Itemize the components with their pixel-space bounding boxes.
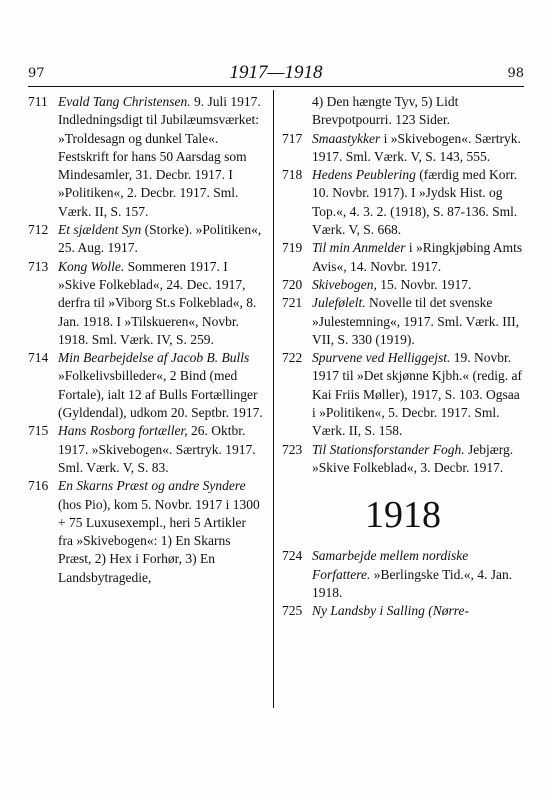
entry-text: Sommeren 1917. I »Skive Folkeblad«, 24. Dec. 1917, derfra til »Viborg St.s Folkeblad«, 8. Jan. 1918. I »Tilskueren«, Novbr. 1918. Sml. Værk. IV, S. 259. xyxy=(58,258,257,347)
entry-title: Spurvene ved Helliggejst. xyxy=(312,350,451,366)
right-column xyxy=(282,93,524,620)
entry-title: Hedens Peublering xyxy=(312,167,416,183)
bibliography-entry xyxy=(28,477,264,587)
entry-text: (Storke). »Politiken«, 25. Aug. 1917. xyxy=(58,222,262,256)
entry-number: 723 xyxy=(282,441,303,457)
bibliography-entry xyxy=(282,294,524,349)
entry-title: Ny Landsby i Salling (Nørre- xyxy=(312,603,469,619)
bibliography-entry xyxy=(282,93,524,130)
entry-title: Julefølelt. xyxy=(312,295,366,311)
entry-number: 711 xyxy=(28,94,48,109)
entry-text: i »Skivebogen«. Særtryk. 1917. Sml. Værk. V, S. 143, 555. xyxy=(312,130,521,164)
entry-title: Skivebogen, xyxy=(312,276,377,292)
bibliography-entry xyxy=(282,166,524,239)
page-number-right: 98 xyxy=(507,66,524,81)
entry-text: (hos Pio), kom 5. Novbr. 1917 i 1300 + 75 Luxusexempl., heri 5 Artikler fra »Skivebogen«: 1) En Skarns Præst, 2) Hex i Forhør, 3) En Landsbytragedie, xyxy=(58,496,260,585)
entry-title: Til Stationsforstander Fogh. xyxy=(312,441,465,457)
left-column xyxy=(28,93,264,587)
entry-title: Kong Wolle. xyxy=(58,258,125,274)
year-heading: 1918 xyxy=(365,494,441,537)
entry-text: (færdig med Korr. 10. Novbr. 1917). I »Jydsk Hist. og Top.«, 4. 3. 2. (1918), S. 87-136. Sml. Værk. V, S. 668. xyxy=(312,167,518,238)
entry-number: 721 xyxy=(282,295,303,311)
bibliography-entry xyxy=(282,130,524,167)
page-number-left: 97 xyxy=(28,66,45,81)
entry-title: Evald Tang Christensen. xyxy=(58,94,191,109)
entry-number: 720 xyxy=(282,276,303,292)
entry-title: Samarbejde mellem nordiske Forfattere. xyxy=(312,548,469,582)
entry-title: Et sjældent Syn xyxy=(58,222,142,238)
entry-title: Min Bearbejdelse af Jacob B. Bulls xyxy=(58,350,250,366)
entry-number: 725 xyxy=(282,603,303,619)
entry-text: 26. Oktbr. 1917. »Skivebogen«. Særtryk. 1917. Sml. Værk. V, S. 83. xyxy=(58,423,256,475)
entry-number: 715 xyxy=(28,423,49,439)
bibliography-entry xyxy=(28,221,264,258)
entry-number: 712 xyxy=(28,222,49,238)
entry-text: 19. Novbr. 1917 til »Det skjønne Kjbh.« (redig. af Kai Friis Møller), 1917, S. 103. Ogsaa i »Politiken«, 5. Decbr. 1917. Sml. Værk. II, S. 158. xyxy=(312,350,522,439)
running-header xyxy=(28,62,524,84)
entry-number: 713 xyxy=(28,258,49,274)
bibliography-entry xyxy=(282,547,524,602)
entry-text: Jebjærg. »Skive Folkeblad«, 3. Decbr. 1917. xyxy=(312,441,514,475)
bibliography-entry xyxy=(282,441,524,478)
bibliography-entry xyxy=(28,93,264,221)
bibliography-entry xyxy=(28,258,264,349)
entry-number: 722 xyxy=(282,350,303,366)
entry-text: Novelle til det svenske »Julestemning«, 1917. Sml. Værk. III, VII, S. 330 (1919). xyxy=(312,295,520,347)
entry-number: 716 xyxy=(28,478,49,494)
entry-text: i »Ringkjøbing Amts Avis«, 14. Novbr. 1917. xyxy=(312,240,523,274)
entry-number: 718 xyxy=(282,167,303,183)
column-divider xyxy=(273,90,274,708)
entry-text: 4) Den hængte Tyv, 5) Lidt Brevpotpourri. 123 Sider. xyxy=(312,94,459,128)
entry-text: 9. Juli 1917. Indledningsdigt til Jubilæumsværket: »Troldesagn og dunkel Tale«. Festskrift for hans 50 Aarsdag som Mindesamler, 31. Decbr. 1917. I »Politiken«, 2. Decbr. 1917. Sml. Værk. II, S. 157. xyxy=(58,94,261,219)
entry-number: 717 xyxy=(282,130,303,146)
entry-title: Smaastykker xyxy=(312,130,381,146)
entry-title: Til min Anmelder xyxy=(312,240,406,256)
bibliography-entry xyxy=(282,602,524,620)
entry-text: »Folkelivsbilleder«, 2 Bind (med Fortale), ialt 12 af Bulls Fortællinger (Gyldendal), udkom 20. Septbr. 1917. xyxy=(58,368,263,421)
bibliography-entry xyxy=(28,422,264,477)
entry-title: Hans Rosborg fortæller, xyxy=(58,423,188,439)
header-rule xyxy=(28,86,524,87)
entry-number: 714 xyxy=(28,350,49,366)
entry-title: En Skarns Præst og andre Syndere xyxy=(58,478,246,494)
entry-number: 724 xyxy=(282,548,303,564)
entry-number: 719 xyxy=(282,240,303,256)
entry-text: »Berlingske Tid.«, 4. Jan. 1918. xyxy=(312,566,513,600)
bibliography-entry xyxy=(28,349,264,422)
bibliography-entry xyxy=(282,239,524,276)
entry-text: 15. Novbr. 1917. xyxy=(376,276,472,292)
running-title: 1917—1918 xyxy=(229,62,323,83)
bibliography-entry xyxy=(282,349,524,440)
bibliography-entry xyxy=(282,276,524,294)
